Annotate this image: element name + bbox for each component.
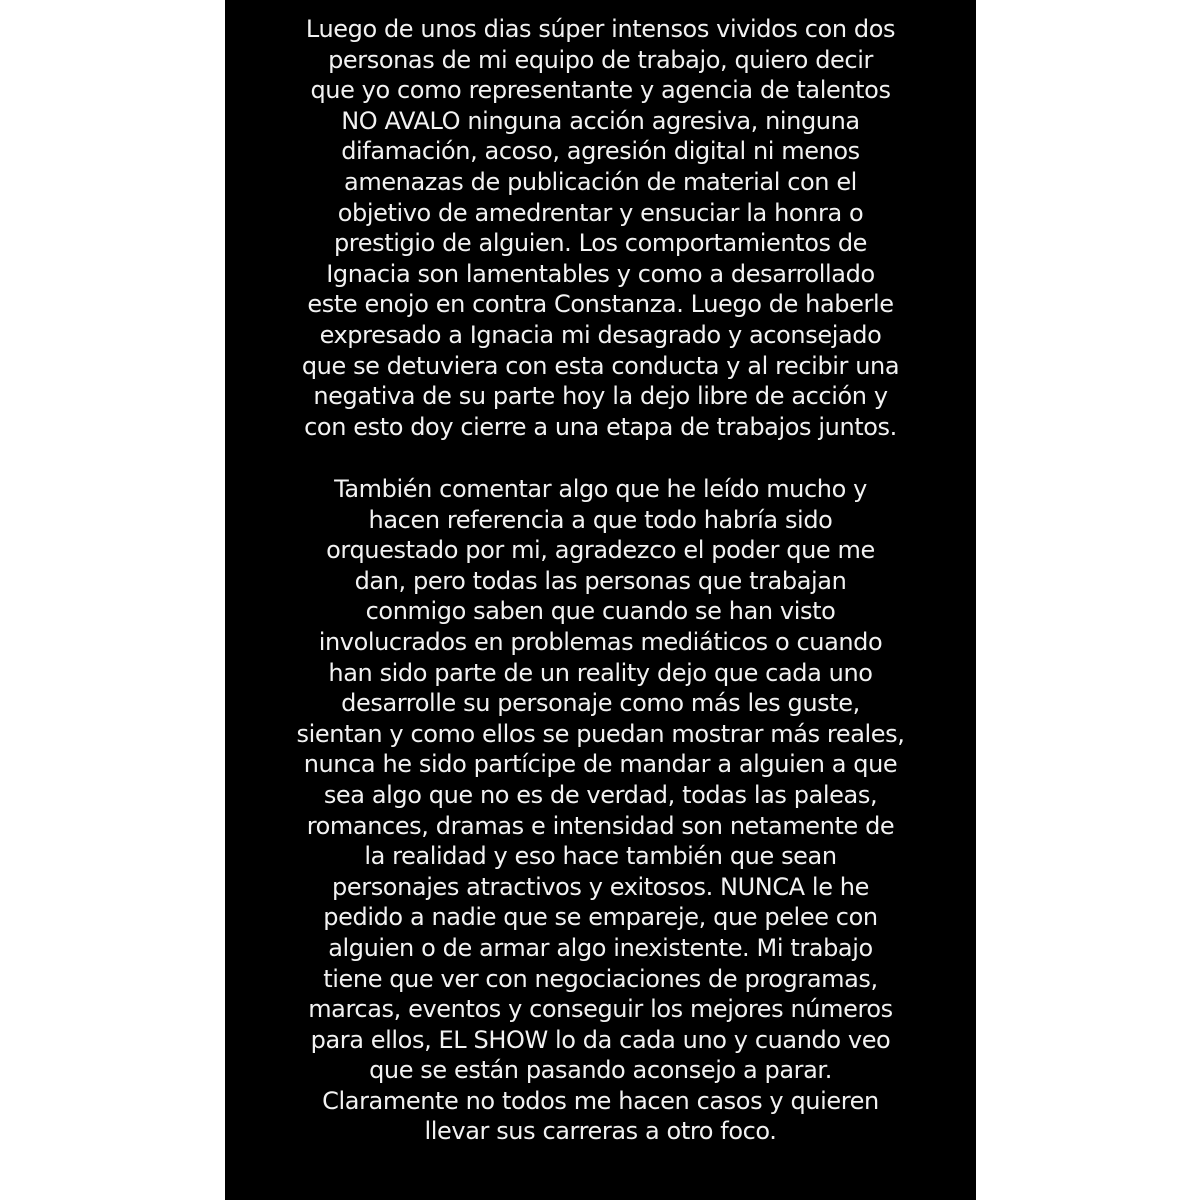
- text-line: dan, pero todas las personas que trabajan: [354, 566, 847, 595]
- text-line: llevar sus carreras a otro foco.: [424, 1117, 777, 1146]
- text-line: difamación, acoso, agresión digital ni menos: [341, 137, 860, 166]
- text-line: personajes atractivos y exitosos. NUNCA le he: [332, 872, 869, 901]
- text-line: Claramente no todos me hacen casos y quieren: [322, 1086, 879, 1115]
- text-line: romances, dramas e intensidad son netamente de: [306, 811, 895, 840]
- text-line: que se están pasando aconsejo a parar.: [369, 1056, 832, 1085]
- text-line: han sido parte de un reality dejo que cada uno: [328, 658, 873, 687]
- text-line: personas de mi equipo de trabajo, quiero decir: [328, 45, 873, 74]
- text-line: desarrolle su personaje como más les guste,: [341, 689, 860, 718]
- text-line: para ellos, EL SHOW lo da cada uno y cuando veo: [310, 1025, 891, 1054]
- text-line: que se detuviera con esta conducta y al recibir una: [301, 351, 900, 380]
- text-line: tiene que ver con negociaciones de programas,: [323, 964, 878, 993]
- text-line: También comentar algo que he leído mucho y: [334, 475, 867, 503]
- text-line: hacen referencia a que todo habría sido: [368, 505, 833, 534]
- text-line: la realidad y eso hace también que sean: [364, 842, 837, 871]
- text-line: Ignacia son lamentables y como a desarrollado: [326, 259, 875, 288]
- text-line: prestigio de alguien. Los comportamientos de: [333, 229, 868, 258]
- text-line: sientan y como ellos se puedan mostrar más reales,: [296, 719, 905, 748]
- story-text-panel: [225, 0, 976, 1200]
- text-line: conmigo saben que cuando se han visto: [365, 597, 836, 626]
- text-line: negativa de su parte hoy la dejo libre de acción y: [313, 382, 888, 411]
- text-line: nunca he sido partícipe de mandar a alguien a que: [303, 750, 898, 779]
- text-line: pedido a nadie que se empareje, que pelee con: [323, 903, 878, 932]
- text-line: que yo como representante y agencia de talentos: [310, 76, 891, 105]
- text-line: objetivo de amedrentar y ensuciar la honra o: [337, 198, 864, 227]
- text-line: orquestado por mi, agradezco el poder que me: [326, 536, 875, 565]
- text-line: amenazas de publicación de material con el: [344, 167, 857, 196]
- text-line: sea algo que no es de verdad, todas las paleas,: [323, 780, 878, 809]
- text-line: este enojo en contra Constanza. Luego de haberle: [307, 290, 894, 319]
- text-line: expresado a Ignacia mi desagrado y aconsejado: [319, 320, 882, 349]
- text-line: involucrados en problemas mediáticos o cuando: [318, 627, 883, 656]
- text-line: NO AVALO ninguna acción agresiva, ninguna: [341, 106, 860, 135]
- text-line: Luego de unos dias súper intensos vividos con dos: [305, 15, 896, 43]
- text-line: con esto doy cierre a una etapa de trabajos juntos.: [304, 412, 897, 441]
- statement-paragraph-2: [225, 474, 976, 1147]
- text-line: marcas, eventos y conseguir los mejores números: [308, 995, 893, 1024]
- statement-paragraph-1: [225, 14, 976, 442]
- text-line: alguien o de armar algo inexistente. Mi trabajo: [328, 933, 873, 962]
